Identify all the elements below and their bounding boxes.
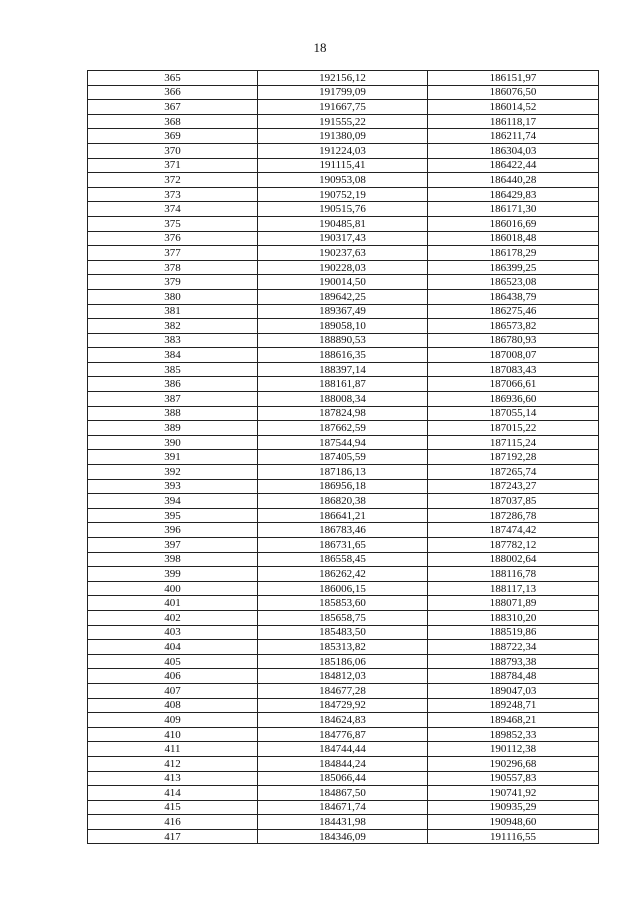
table-row xyxy=(88,348,599,363)
y-coordinate-cell: 186429,83 xyxy=(428,187,599,202)
table-row xyxy=(88,596,599,611)
table-row xyxy=(88,567,599,582)
x-coordinate-cell: 184677,28 xyxy=(258,683,428,698)
x-coordinate-cell: 185313,82 xyxy=(258,640,428,655)
point-number-cell: 366 xyxy=(88,85,258,100)
table-row xyxy=(88,202,599,217)
table-row xyxy=(88,713,599,728)
x-coordinate-cell: 184431,98 xyxy=(258,815,428,830)
point-number-cell: 392 xyxy=(88,465,258,480)
point-number-cell: 410 xyxy=(88,727,258,742)
x-coordinate-cell: 186956,18 xyxy=(258,479,428,494)
point-number-cell: 395 xyxy=(88,508,258,523)
table-row xyxy=(88,158,599,173)
y-coordinate-cell: 187192,28 xyxy=(428,450,599,465)
y-coordinate-cell: 186016,69 xyxy=(428,216,599,231)
table-row xyxy=(88,100,599,115)
x-coordinate-cell: 191799,09 xyxy=(258,85,428,100)
x-coordinate-cell: 186820,38 xyxy=(258,494,428,509)
y-coordinate-cell: 190741,92 xyxy=(428,786,599,801)
x-coordinate-cell: 184671,74 xyxy=(258,800,428,815)
y-coordinate-cell: 186573,82 xyxy=(428,319,599,334)
coordinates-table-body xyxy=(88,71,599,844)
x-coordinate-cell: 187405,59 xyxy=(258,450,428,465)
x-coordinate-cell: 186262,42 xyxy=(258,567,428,582)
point-number-cell: 412 xyxy=(88,756,258,771)
x-coordinate-cell: 188161,87 xyxy=(258,377,428,392)
page-number: 18 xyxy=(313,40,327,55)
point-number-cell: 400 xyxy=(88,581,258,596)
y-coordinate-cell: 188784,48 xyxy=(428,669,599,684)
x-coordinate-cell: 184776,87 xyxy=(258,727,428,742)
table-row xyxy=(88,275,599,290)
y-coordinate-cell: 186438,79 xyxy=(428,289,599,304)
y-coordinate-cell: 188722,34 xyxy=(428,640,599,655)
y-coordinate-cell: 186523,08 xyxy=(428,275,599,290)
x-coordinate-cell: 187544,94 xyxy=(258,435,428,450)
point-number-cell: 415 xyxy=(88,800,258,815)
point-number-cell: 385 xyxy=(88,362,258,377)
y-coordinate-cell: 186018,48 xyxy=(428,231,599,246)
table-row xyxy=(88,698,599,713)
y-coordinate-cell: 186422,44 xyxy=(428,158,599,173)
point-number-cell: 367 xyxy=(88,100,258,115)
point-number-cell: 386 xyxy=(88,377,258,392)
table-row xyxy=(88,129,599,144)
y-coordinate-cell: 188116,78 xyxy=(428,567,599,582)
point-number-cell: 381 xyxy=(88,304,258,319)
point-number-cell: 383 xyxy=(88,333,258,348)
x-coordinate-cell: 189642,25 xyxy=(258,289,428,304)
point-number-cell: 396 xyxy=(88,523,258,538)
point-number-cell: 378 xyxy=(88,260,258,275)
y-coordinate-cell: 186076,50 xyxy=(428,85,599,100)
x-coordinate-cell: 184867,50 xyxy=(258,786,428,801)
point-number-cell: 373 xyxy=(88,187,258,202)
table-row xyxy=(88,742,599,757)
point-number-cell: 398 xyxy=(88,552,258,567)
table-row xyxy=(88,377,599,392)
x-coordinate-cell: 184744,44 xyxy=(258,742,428,757)
point-number-cell: 414 xyxy=(88,786,258,801)
point-number-cell: 369 xyxy=(88,129,258,144)
table-row xyxy=(88,173,599,188)
table-row xyxy=(88,786,599,801)
x-coordinate-cell: 190014,50 xyxy=(258,275,428,290)
table-row xyxy=(88,362,599,377)
table-row xyxy=(88,406,599,421)
point-number-cell: 389 xyxy=(88,421,258,436)
point-number-cell: 413 xyxy=(88,771,258,786)
point-number-cell: 404 xyxy=(88,640,258,655)
table-row xyxy=(88,187,599,202)
point-number-cell: 380 xyxy=(88,289,258,304)
table-row xyxy=(88,333,599,348)
point-number-cell: 365 xyxy=(88,71,258,86)
x-coordinate-cell: 190237,63 xyxy=(258,246,428,261)
table-row xyxy=(88,304,599,319)
y-coordinate-cell: 189468,21 xyxy=(428,713,599,728)
x-coordinate-cell: 189367,49 xyxy=(258,304,428,319)
x-coordinate-cell: 186641,21 xyxy=(258,508,428,523)
table-row xyxy=(88,435,599,450)
table-row xyxy=(88,465,599,480)
point-number-cell: 416 xyxy=(88,815,258,830)
table-row xyxy=(88,319,599,334)
table-row xyxy=(88,450,599,465)
y-coordinate-cell: 186118,17 xyxy=(428,114,599,129)
table-row xyxy=(88,771,599,786)
table-row xyxy=(88,669,599,684)
x-coordinate-cell: 191115,41 xyxy=(258,158,428,173)
y-coordinate-cell: 186399,25 xyxy=(428,260,599,275)
y-coordinate-cell: 190935,29 xyxy=(428,800,599,815)
table-row xyxy=(88,85,599,100)
y-coordinate-cell: 187782,12 xyxy=(428,538,599,553)
point-number-cell: 406 xyxy=(88,669,258,684)
point-number-cell: 390 xyxy=(88,435,258,450)
x-coordinate-cell: 185658,75 xyxy=(258,610,428,625)
y-coordinate-cell: 190112,38 xyxy=(428,742,599,757)
x-coordinate-cell: 185186,06 xyxy=(258,654,428,669)
x-coordinate-cell: 190485,81 xyxy=(258,216,428,231)
x-coordinate-cell: 185066,44 xyxy=(258,771,428,786)
y-coordinate-cell: 188071,89 xyxy=(428,596,599,611)
table-row xyxy=(88,246,599,261)
point-number-cell: 407 xyxy=(88,683,258,698)
y-coordinate-cell: 190296,68 xyxy=(428,756,599,771)
x-coordinate-cell: 185853,60 xyxy=(258,596,428,611)
table-row xyxy=(88,494,599,509)
x-coordinate-cell: 187186,13 xyxy=(258,465,428,480)
point-number-cell: 408 xyxy=(88,698,258,713)
y-coordinate-cell: 187474,42 xyxy=(428,523,599,538)
point-number-cell: 368 xyxy=(88,114,258,129)
x-coordinate-cell: 190953,08 xyxy=(258,173,428,188)
x-coordinate-cell: 184729,92 xyxy=(258,698,428,713)
y-coordinate-cell: 187055,14 xyxy=(428,406,599,421)
y-coordinate-cell: 189852,33 xyxy=(428,727,599,742)
table-row xyxy=(88,829,599,844)
table-row xyxy=(88,538,599,553)
point-number-cell: 375 xyxy=(88,216,258,231)
table-row xyxy=(88,654,599,669)
table-row xyxy=(88,289,599,304)
y-coordinate-cell: 187015,22 xyxy=(428,421,599,436)
table-row xyxy=(88,71,599,86)
y-coordinate-cell: 186780,93 xyxy=(428,333,599,348)
y-coordinate-cell: 188793,38 xyxy=(428,654,599,669)
table-row xyxy=(88,479,599,494)
x-coordinate-cell: 184346,09 xyxy=(258,829,428,844)
x-coordinate-cell: 188397,14 xyxy=(258,362,428,377)
table-row xyxy=(88,625,599,640)
y-coordinate-cell: 191116,55 xyxy=(428,829,599,844)
table-row xyxy=(88,216,599,231)
point-number-cell: 402 xyxy=(88,610,258,625)
point-number-cell: 394 xyxy=(88,494,258,509)
y-coordinate-cell: 187037,85 xyxy=(428,494,599,509)
x-coordinate-cell: 187824,98 xyxy=(258,406,428,421)
y-coordinate-cell: 188002,64 xyxy=(428,552,599,567)
table-row xyxy=(88,640,599,655)
x-coordinate-cell: 188008,34 xyxy=(258,392,428,407)
table-row xyxy=(88,756,599,771)
table-row xyxy=(88,421,599,436)
y-coordinate-cell: 188519,86 xyxy=(428,625,599,640)
point-number-cell: 374 xyxy=(88,202,258,217)
x-coordinate-cell: 184624,83 xyxy=(258,713,428,728)
x-coordinate-cell: 186006,15 xyxy=(258,581,428,596)
y-coordinate-cell: 187008,07 xyxy=(428,348,599,363)
point-number-cell: 403 xyxy=(88,625,258,640)
point-number-cell: 382 xyxy=(88,319,258,334)
y-coordinate-cell: 186014,52 xyxy=(428,100,599,115)
x-coordinate-cell: 185483,50 xyxy=(258,625,428,640)
table-row xyxy=(88,581,599,596)
table-row xyxy=(88,727,599,742)
x-coordinate-cell: 186783,46 xyxy=(258,523,428,538)
table-row xyxy=(88,508,599,523)
y-coordinate-cell: 186211,74 xyxy=(428,129,599,144)
table-row xyxy=(88,114,599,129)
table-row xyxy=(88,143,599,158)
table-row xyxy=(88,800,599,815)
x-coordinate-cell: 191224,03 xyxy=(258,143,428,158)
x-coordinate-cell: 191667,75 xyxy=(258,100,428,115)
point-number-cell: 387 xyxy=(88,392,258,407)
x-coordinate-cell: 184812,03 xyxy=(258,669,428,684)
y-coordinate-cell: 186178,29 xyxy=(428,246,599,261)
x-coordinate-cell: 191555,22 xyxy=(258,114,428,129)
y-coordinate-cell: 189047,03 xyxy=(428,683,599,698)
point-number-cell: 379 xyxy=(88,275,258,290)
point-number-cell: 399 xyxy=(88,567,258,582)
y-coordinate-cell: 190557,83 xyxy=(428,771,599,786)
point-number-cell: 376 xyxy=(88,231,258,246)
x-coordinate-cell: 188890,53 xyxy=(258,333,428,348)
y-coordinate-cell: 188310,20 xyxy=(428,610,599,625)
x-coordinate-cell: 190515,76 xyxy=(258,202,428,217)
x-coordinate-cell: 191380,09 xyxy=(258,129,428,144)
point-number-cell: 388 xyxy=(88,406,258,421)
point-number-cell: 397 xyxy=(88,538,258,553)
point-number-cell: 370 xyxy=(88,143,258,158)
x-coordinate-cell: 190228,03 xyxy=(258,260,428,275)
table-row xyxy=(88,392,599,407)
table-row xyxy=(88,610,599,625)
y-coordinate-cell: 187286,78 xyxy=(428,508,599,523)
table-row xyxy=(88,231,599,246)
y-coordinate-cell: 186171,30 xyxy=(428,202,599,217)
y-coordinate-cell: 187115,24 xyxy=(428,435,599,450)
table-row xyxy=(88,815,599,830)
y-coordinate-cell: 186936,60 xyxy=(428,392,599,407)
point-number-cell: 372 xyxy=(88,173,258,188)
point-number-cell: 409 xyxy=(88,713,258,728)
y-coordinate-cell: 186304,03 xyxy=(428,143,599,158)
y-coordinate-cell: 187066,61 xyxy=(428,377,599,392)
x-coordinate-cell: 186731,65 xyxy=(258,538,428,553)
x-coordinate-cell: 186558,45 xyxy=(258,552,428,567)
coordinates-table xyxy=(87,70,599,844)
point-number-cell: 391 xyxy=(88,450,258,465)
point-number-cell: 405 xyxy=(88,654,258,669)
y-coordinate-cell: 186151,97 xyxy=(428,71,599,86)
table-row xyxy=(88,523,599,538)
x-coordinate-cell: 190752,19 xyxy=(258,187,428,202)
point-number-cell: 401 xyxy=(88,596,258,611)
y-coordinate-cell: 187265,74 xyxy=(428,465,599,480)
y-coordinate-cell: 186275,46 xyxy=(428,304,599,319)
table-row xyxy=(88,260,599,275)
x-coordinate-cell: 190317,43 xyxy=(258,231,428,246)
table-row xyxy=(88,683,599,698)
point-number-cell: 393 xyxy=(88,479,258,494)
y-coordinate-cell: 187083,43 xyxy=(428,362,599,377)
x-coordinate-cell: 188616,35 xyxy=(258,348,428,363)
point-number-cell: 377 xyxy=(88,246,258,261)
y-coordinate-cell: 186440,28 xyxy=(428,173,599,188)
point-number-cell: 371 xyxy=(88,158,258,173)
x-coordinate-cell: 189058,10 xyxy=(258,319,428,334)
x-coordinate-cell: 184844,24 xyxy=(258,756,428,771)
y-coordinate-cell: 188117,13 xyxy=(428,581,599,596)
y-coordinate-cell: 187243,27 xyxy=(428,479,599,494)
y-coordinate-cell: 189248,71 xyxy=(428,698,599,713)
point-number-cell: 417 xyxy=(88,829,258,844)
x-coordinate-cell: 187662,59 xyxy=(258,421,428,436)
x-coordinate-cell: 192156,12 xyxy=(258,71,428,86)
point-number-cell: 384 xyxy=(88,348,258,363)
point-number-cell: 411 xyxy=(88,742,258,757)
table-row xyxy=(88,552,599,567)
y-coordinate-cell: 190948,60 xyxy=(428,815,599,830)
